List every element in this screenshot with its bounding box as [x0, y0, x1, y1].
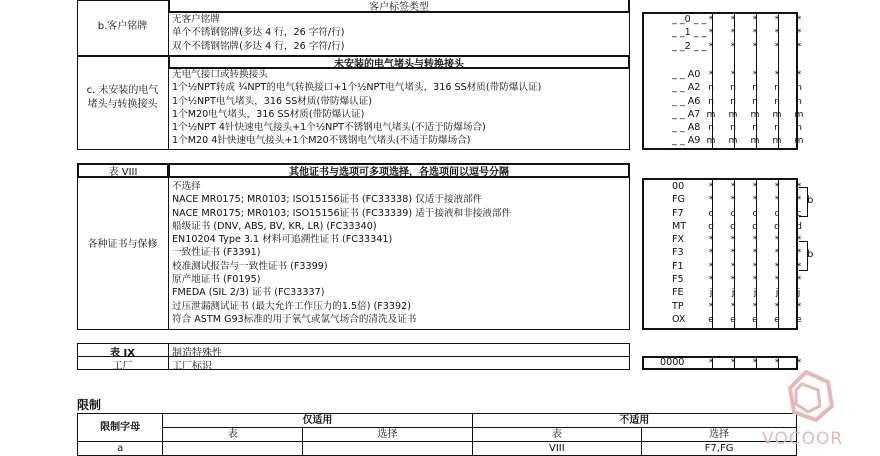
mark-cell: * [730, 260, 736, 272]
option-row: 1个½NPT 4针快速电气接头+1个½NPT不锈钢电气堵头(不适于防爆场合) [172, 122, 486, 134]
option-row: 船级证书 (DNV, ABS, BV, KR, LR) (FC33340) [172, 220, 377, 232]
mark-cell: * [730, 40, 736, 52]
mark-cell: * [774, 69, 780, 80]
mark-cell: * [796, 260, 802, 272]
mark-cell: n [708, 122, 714, 134]
option-col-header: 选择 [642, 428, 797, 442]
mark-cell: m [794, 108, 804, 120]
table-col-header: 表 [472, 428, 642, 442]
mark-cell: * [796, 181, 802, 192]
section-b-header: 客户标签类型 [168, 0, 630, 13]
cell-na-option: F7,FG [642, 442, 797, 456]
option-row: 原产地证书 (F0195) [172, 274, 261, 286]
mark-cell: * [708, 260, 714, 272]
mark-row [700, 40, 810, 53]
mark-row [700, 286, 810, 299]
mark-cell: * [708, 27, 714, 39]
not-apply-header: 不适用 [472, 414, 796, 428]
mark-cell: n [774, 82, 780, 94]
mark-cell: d [730, 220, 736, 232]
mark-cell: * [796, 274, 802, 286]
mark-row [700, 273, 810, 286]
mark-cell: * [708, 357, 714, 368]
mark-cell: * [752, 69, 758, 80]
mark-row [700, 233, 810, 246]
mark-cell: j [797, 287, 801, 299]
table-col-header: 表 [163, 428, 303, 442]
mark-cell: * [708, 181, 714, 192]
mark-row [700, 68, 810, 81]
mark-cell: * [752, 40, 758, 52]
mark-row [700, 13, 810, 26]
option-row: 1个½NPT电气堵头，316 SS材质(带防爆认证) [172, 95, 372, 107]
option-row: NACE MR0175; MR0103; ISO15156证书 (FC33338) 仅适于接液部件 [172, 194, 483, 206]
mark-cell: * [796, 234, 802, 246]
mark-cell: j [775, 287, 779, 299]
option-row: NACE MR0175; MR0103; ISO15156证书 (FC33339) 适于接液和非接液部件 [172, 207, 512, 219]
mark-cell: m [794, 135, 804, 147]
mark-cell: n [774, 122, 780, 134]
watermark-text: VOCOOR [762, 429, 844, 449]
section-c-header: 未安装的电气堵头与转换接头 [168, 55, 630, 69]
mark-cell: n [730, 95, 736, 107]
mark-row [700, 260, 810, 273]
mark-cell: * [708, 14, 714, 25]
mark-cell: n [752, 122, 758, 134]
mark-cell: * [752, 27, 758, 39]
option-row: 无客户铭牌 [172, 14, 220, 25]
section-ix-header: 制造特殊性 [172, 348, 222, 359]
mark-cell: * [752, 357, 758, 368]
mark-cell: * [730, 69, 736, 80]
mark-cell: m [728, 108, 738, 120]
mark-cell: * [752, 14, 758, 25]
section-c-label: c. 未安装的电气 堵头与转换接头 [86, 85, 159, 110]
table-ix-label: 表 IX [110, 348, 135, 359]
mark-cell: e [708, 313, 714, 325]
mark-cell: * [774, 357, 780, 368]
mark-cell: * [730, 27, 736, 39]
mark-cell: e [796, 313, 802, 325]
mark-cell: n [796, 95, 802, 107]
mark-cell: * [730, 247, 736, 259]
mark-cell: * [774, 40, 780, 52]
section-c-marks [700, 68, 810, 148]
option-row: 符合 ASTM G93标准的用于氧气或氯气场合的清洗及证书 [172, 313, 417, 325]
mark-cell: * [796, 300, 802, 312]
section-c-codes: _ _ A0 _ _ A2 _ _ A6 _ _ A7 _ _ A8 _ _ A9 [672, 69, 701, 147]
mark-cell: n [774, 95, 780, 107]
mark-cell: * [730, 181, 736, 192]
cell-na-table: VIII [472, 442, 642, 456]
mark-cell: m [706, 108, 716, 120]
mark-cell: * [708, 247, 714, 259]
section-b-marks [700, 13, 810, 53]
mark-cell: c [774, 207, 780, 219]
option-row: 一致性证书 (F3391) [172, 247, 261, 259]
only-apply-header: 仅适用 [163, 414, 472, 428]
mark-cell: j [753, 287, 757, 299]
option-row: 无电气接口或转换接头 [172, 69, 268, 80]
option-row: 双个不锈钢铭牌(多达 4 行，26 字符/行) [172, 40, 345, 52]
mark-cell: * [752, 300, 758, 312]
section-viii-label: 各种证书与保修 [87, 239, 158, 250]
restrictions-title: 限制 [77, 398, 102, 412]
mark-cell: j [731, 287, 735, 299]
mark-row [700, 180, 810, 193]
section-ix-code: 0000 [660, 357, 685, 368]
mark-cell: n [708, 95, 714, 107]
factory-label: 工厂 [112, 361, 133, 372]
mark-cell: * [796, 69, 802, 80]
option-row: 1个½NPT转成 ¾NPT的电气转换接口+1个½NPT电气堵头，316 SS材质(带防爆认证) [172, 82, 542, 94]
mark-cell: * [774, 260, 780, 272]
mark-cell: * [774, 247, 780, 259]
mark-cell: d [796, 220, 802, 232]
mark-cell: * [796, 14, 802, 25]
mark-cell: * [708, 40, 714, 52]
mark-cell: j [709, 287, 713, 299]
option-row: 1个M20 4针快速电气接头+1个M20不锈钢电气堵头(不适于防爆场合) [172, 135, 471, 147]
option-row: FMEDA (SIL 2/3) 证书 (FC33337) [172, 287, 325, 299]
mark-cell: * [730, 14, 736, 25]
mark-cell: n [796, 122, 802, 134]
option-row: 不选择 [172, 181, 201, 192]
mark-row [700, 220, 810, 233]
mark-cell: * [730, 300, 736, 312]
mark-cell: * [774, 300, 780, 312]
section-b-rows [172, 13, 345, 53]
mark-cell: n [796, 82, 802, 94]
mark-cell: c [708, 207, 714, 219]
mark-cell: e [752, 313, 758, 325]
mark-cell: * [708, 300, 714, 312]
section-viii-codes: 00 FG F7 MT FX F3 F1 F5 FE TP OX [672, 181, 687, 325]
mark-cell: * [752, 234, 758, 246]
mark-cell: c [752, 207, 758, 219]
mark-row [700, 108, 810, 121]
mark-cell: * [774, 181, 780, 192]
mark-cell: e [730, 313, 736, 325]
bracket-label: b [807, 249, 814, 260]
mark-cell: * [752, 260, 758, 272]
mark-row [700, 26, 810, 39]
mark-row [700, 313, 810, 326]
option-col-header: 选择 [303, 428, 473, 442]
mark-cell: * [774, 274, 780, 286]
section-b-label: b.客户铭牌 [97, 21, 148, 32]
mark-cell: * [752, 181, 758, 192]
divider [168, 163, 169, 330]
mark-cell: d [708, 220, 714, 232]
mark-cell: * [708, 274, 714, 286]
mark-cell: d [774, 220, 780, 232]
mark-row [700, 300, 810, 313]
section-viii-header: 其他证书与选项可多项选择，各选项间以逗号分隔 [168, 163, 630, 178]
mark-cell: c [796, 207, 802, 219]
mark-cell: * [708, 234, 714, 246]
section-b-codes: _ _0 _ _ _ _1 _ _ _ _2 _ _ [672, 14, 707, 52]
option-row: 过压泄漏测试证书 (最大允许工作压力的1.5倍) (F3392) [172, 300, 411, 312]
mark-row [700, 246, 810, 259]
mark-cell: n [752, 95, 758, 107]
mark-cell: * [774, 234, 780, 246]
mark-cell: * [730, 194, 736, 206]
option-row: 单个不锈钢铭牌(多达 4 行，26 字符/行) [172, 27, 345, 39]
mark-row [700, 95, 810, 108]
cell [163, 442, 303, 456]
mark-cell: * [796, 27, 802, 39]
section-c-rows [172, 68, 541, 148]
mark-cell: m [772, 135, 782, 147]
mark-cell: m [750, 108, 760, 120]
factory-text: 工厂标识 [172, 361, 212, 372]
col-letter-header: 限制字母 [78, 414, 163, 442]
mark-cell: c [730, 207, 736, 219]
mark-cell: e [774, 313, 780, 325]
mark-cell: * [752, 194, 758, 206]
mark-cell: * [796, 357, 802, 368]
mark-cell: n [752, 82, 758, 94]
bracket-label: b [807, 195, 814, 206]
mark-row [700, 193, 810, 206]
mark-cell: * [730, 357, 736, 368]
row-letter: a [78, 442, 163, 456]
mark-row [700, 121, 810, 134]
option-row: EN10204 Type 3.1 材料可追溯性证书 (FC33341) [172, 234, 393, 246]
watermark-logo [762, 368, 872, 450]
mark-cell: * [752, 247, 758, 259]
mark-row [700, 207, 810, 220]
mark-cell: m [772, 108, 782, 120]
mark-cell: m [706, 135, 716, 147]
mark-row [700, 81, 810, 94]
mark-cell: m [728, 135, 738, 147]
option-row: 1个M20电气堵头，316 SS材质(带防爆认证) [172, 108, 365, 120]
mark-cell: * [774, 14, 780, 25]
mark-cell: * [796, 40, 802, 52]
option-row: 校准测试报告与一致性证书 (F3399) [172, 260, 328, 272]
mark-cell: d [752, 220, 758, 232]
mark-cell: * [796, 247, 802, 259]
mark-cell: * [708, 194, 714, 206]
mark-row [700, 134, 810, 147]
mark-cell: * [796, 194, 802, 206]
mark-cell: * [752, 274, 758, 286]
mark-cell: * [708, 69, 714, 80]
section-viii-rows [172, 180, 511, 326]
mark-cell: * [730, 274, 736, 286]
mark-cell: n [708, 82, 714, 94]
cell [303, 442, 473, 456]
mark-cell: n [730, 82, 736, 94]
mark-cell: m [750, 135, 760, 147]
mark-cell: * [774, 27, 780, 39]
section-viii-marks [700, 180, 810, 326]
divider [168, 56, 169, 150]
vocoor-logo-icon [762, 368, 872, 450]
mark-cell: * [774, 194, 780, 206]
table-viii-label: 表 VIII [77, 163, 169, 178]
mark-cell: * [730, 234, 736, 246]
mark-cell: n [730, 122, 736, 134]
